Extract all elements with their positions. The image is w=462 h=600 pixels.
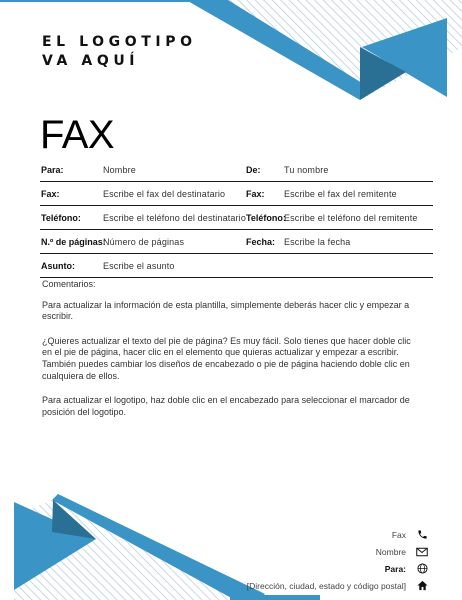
footer-row-address bbox=[247, 577, 428, 594]
footer-fax-text[interactable]: Fax bbox=[391, 529, 406, 540]
body-paragraph-1[interactable]: Para actualizar la información de esta plantilla, simplemente deberás hacer clic y empezar a escribir. bbox=[42, 299, 410, 322]
header-top-line bbox=[0, 0, 190, 2]
info-row-pages bbox=[40, 230, 433, 254]
page-title: FAX bbox=[40, 113, 115, 157]
envelope-icon bbox=[416, 546, 428, 558]
body-paragraph-3[interactable]: Para actualizar el logotipo, haz doble clic en el encabezado para seleccionar el marcador de posición del logotipo. bbox=[42, 395, 410, 417]
to-label: Para: bbox=[41, 165, 64, 175]
recipient-fax-field[interactable]: Escribe el fax del destinatario bbox=[103, 189, 226, 199]
phone-icon bbox=[416, 529, 428, 541]
sender-fax-label: Fax: bbox=[246, 189, 265, 199]
sender-phone-field[interactable]: Escribe el teléfono del remitente bbox=[284, 213, 418, 223]
fax-info-table bbox=[40, 158, 433, 278]
body-paragraph-2[interactable]: ¿Quieres actualizar el texto del pie de página? Es muy fácil. Solo tienes que hacer doble clic en el pie de página, hacer clic en el elemento que quieras actualizar y empezar a escribir. También puedes cambiar los diseños de encabezado o pie de página haciendo doble clic en cualquiera de ellos. bbox=[42, 335, 411, 381]
footer-row-to bbox=[247, 560, 428, 577]
logo-line-2: VA AQUÍ bbox=[42, 53, 140, 69]
comments-label: Comentarios: bbox=[42, 279, 96, 289]
home-icon bbox=[416, 580, 428, 592]
info-row-to bbox=[40, 158, 433, 182]
subject-label: Asunto: bbox=[41, 261, 75, 271]
to-name-field[interactable]: Nombre bbox=[103, 165, 136, 175]
date-label: Fecha: bbox=[246, 237, 276, 247]
recipient-phone-label: Teléfono: bbox=[41, 213, 81, 223]
comments-section bbox=[42, 279, 412, 431]
footer-address-text[interactable]: [Dirección, ciudad, estado y código postal] bbox=[246, 580, 406, 591]
date-field[interactable]: Escribe la fecha bbox=[284, 237, 351, 247]
pages-label: N.º de páginas: bbox=[41, 237, 106, 247]
info-row-fax bbox=[40, 182, 433, 206]
info-row-subject bbox=[40, 254, 433, 278]
recipient-phone-field[interactable]: Escribe el teléfono del destinatario bbox=[103, 213, 246, 223]
footer-bottom-line bbox=[230, 595, 320, 600]
info-row-phone bbox=[40, 206, 433, 230]
sender-phone-label: Teléfono: bbox=[246, 213, 286, 223]
subject-field[interactable]: Escribe el asunto bbox=[103, 261, 175, 271]
recipient-fax-label: Fax: bbox=[41, 189, 60, 199]
logo-line-1: EL LOGOTIPO bbox=[42, 34, 197, 50]
logo-placeholder[interactable] bbox=[42, 33, 197, 71]
sender-fax-field[interactable]: Escribe el fax del remitente bbox=[284, 189, 397, 199]
footer-row-fax bbox=[247, 526, 428, 543]
from-name-field[interactable]: Tu nombre bbox=[284, 165, 329, 175]
footer-to-text[interactable]: Para: bbox=[384, 563, 406, 574]
footer-row-name bbox=[247, 543, 428, 560]
from-label: De: bbox=[246, 165, 261, 175]
globe-icon bbox=[416, 563, 428, 575]
pages-field[interactable]: Número de páginas bbox=[103, 237, 185, 247]
footer-name-text[interactable]: Nombre bbox=[375, 546, 406, 557]
footer-contact bbox=[247, 526, 428, 594]
